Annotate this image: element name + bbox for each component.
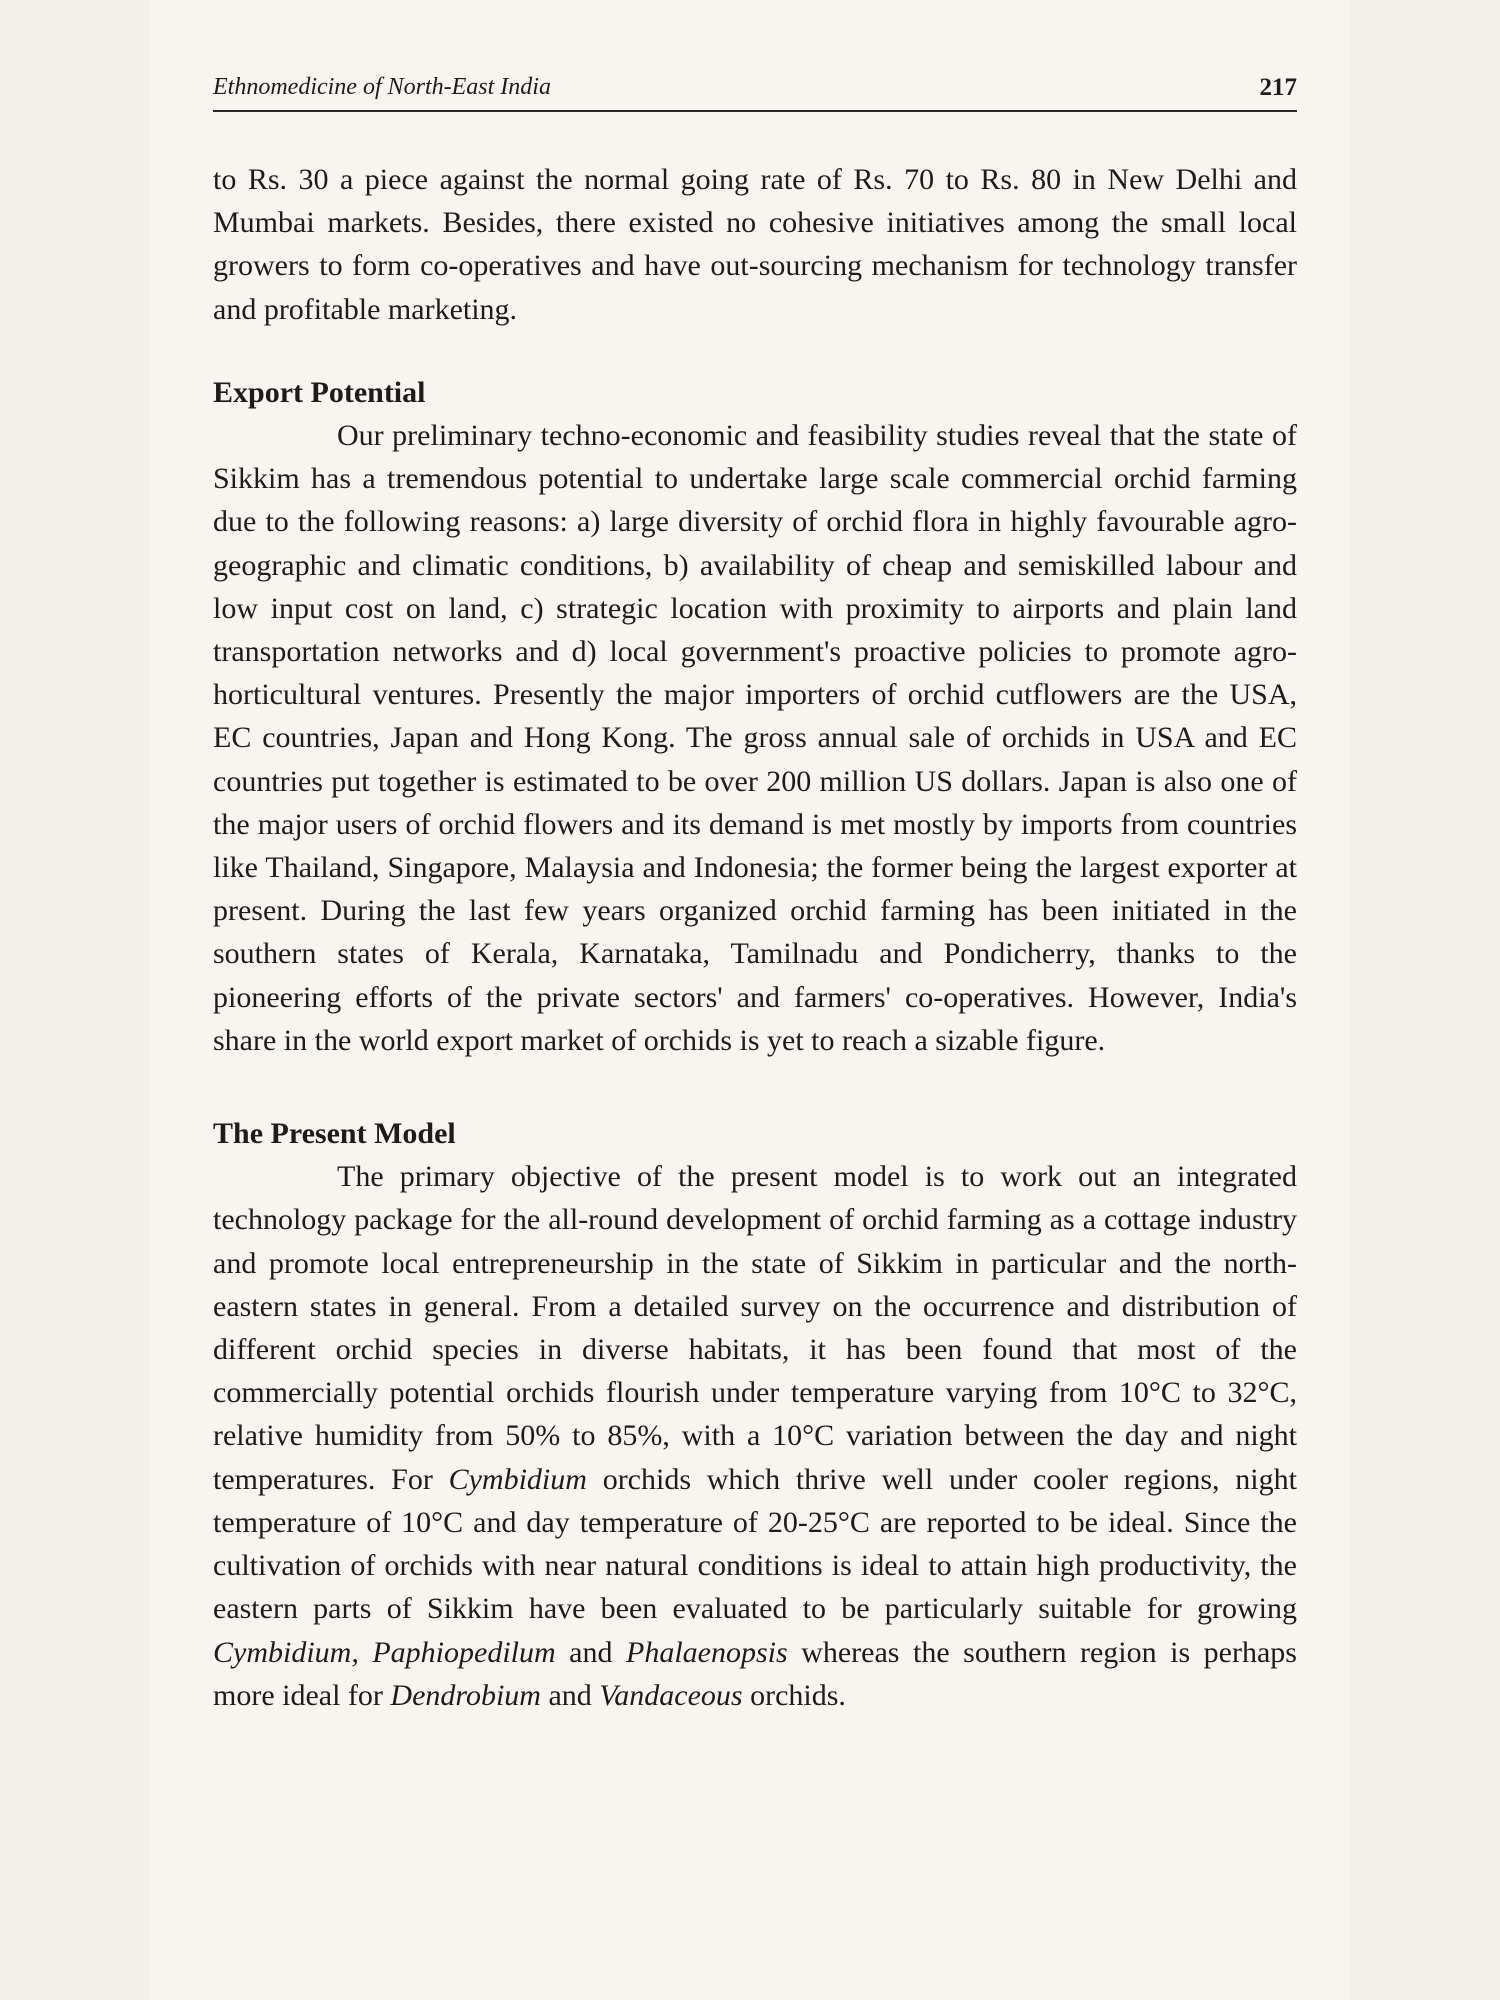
text-run: orchids which thrive well under cooler regions, night temperature of 10°C and day temperature of 20-25°C are reported to be ideal. Since the cultivation of orchids with near natural conditions is ideal to attain high productivity, the eastern parts of Sikkim have been evaluated to be particularly suitable for growing bbox=[213, 1462, 1297, 1626]
export-potential-heading: Export Potential bbox=[213, 375, 426, 409]
species-name: Vandaceous bbox=[599, 1678, 743, 1712]
text-run: and bbox=[540, 1678, 600, 1712]
page-header bbox=[213, 68, 1297, 112]
header-rule bbox=[213, 110, 1297, 112]
species-name: Cymbidium bbox=[448, 1462, 587, 1496]
running-title: Ethnomedicine of North-East India bbox=[213, 74, 551, 100]
text-run: The primary objective of the present model is to work out an integrated technology package for the all-round development of orchid farming as a cottage industry and promote local entrepreneurship in the state of Sikkim in particular and the north-eastern states in general. From a detailed survey on the occurrence and distribution of different orchid species in diverse habitats, it has been found that most of the commercially potential orchids flourish under temperature varying from 10°C to 32°C, relative humidity from 50% to 85%, with a 10°C variation between the day and night temperatures. For bbox=[213, 1160, 1297, 1496]
present-model-heading: The Present Model bbox=[213, 1117, 456, 1151]
export-potential-paragraph: Our preliminary techno-economic and feasibility studies reveal that the state of Sikkim has a tremendous potential to undertake large scale commercial orchid farming due to the following reasons: a) large diversity of orchid flora in highly favourable agro-geographic and climatic conditions, b) availability of cheap and semiskilled labour and low input cost on land, c) strategic location with proximity to airports and plain land transportation networks and d) local government's proactive policies to promote agro-horticultural ventures. Presently the major importers of orchid cutflowers are the USA, EC countries, Japan and Hong Kong. The gross annual sale of orchids in USA and EC countries put together is estimated to be over 200 million US dollars. Japan is also one of the major users of orchid flowers and its demand is met mostly by imports from countries like Thailand, Singapore, Malaysia and Indonesia; the former being the largest exporter at present. During the last few years organized orchid farming has been initiated in the southern states of Kerala, Karnataka, Tamilnadu and Pondicherry, thanks to the pioneering efforts of the private sectors' and farmers' co-operatives. However, India's share in the world export market of orchids is yet to reach a sizable figure. bbox=[213, 419, 1297, 1057]
species-name: Dendrobium bbox=[390, 1678, 541, 1712]
page-number: 217 bbox=[1259, 74, 1297, 101]
text-run: and bbox=[555, 1635, 627, 1669]
text-run: orchids. bbox=[742, 1678, 846, 1712]
intro-paragraph: to Rs. 30 a piece against the normal going rate of Rs. 70 to Rs. 80 in New Delhi and Mumbai markets. Besides, there existed no cohesive initiatives among the small local growers to form co-operatives and have out-sourcing mechanism for technology transfer and profitable marketing. bbox=[213, 163, 1297, 326]
present-model-paragraph bbox=[213, 1155, 1297, 1717]
text-run: whereas the southern region is perhaps more ideal for bbox=[213, 1635, 1297, 1712]
species-name: Phalaenopsis bbox=[626, 1635, 788, 1669]
species-name: Cymbidium, Paphiopedilum bbox=[213, 1635, 556, 1669]
page-content bbox=[213, 158, 1297, 1717]
